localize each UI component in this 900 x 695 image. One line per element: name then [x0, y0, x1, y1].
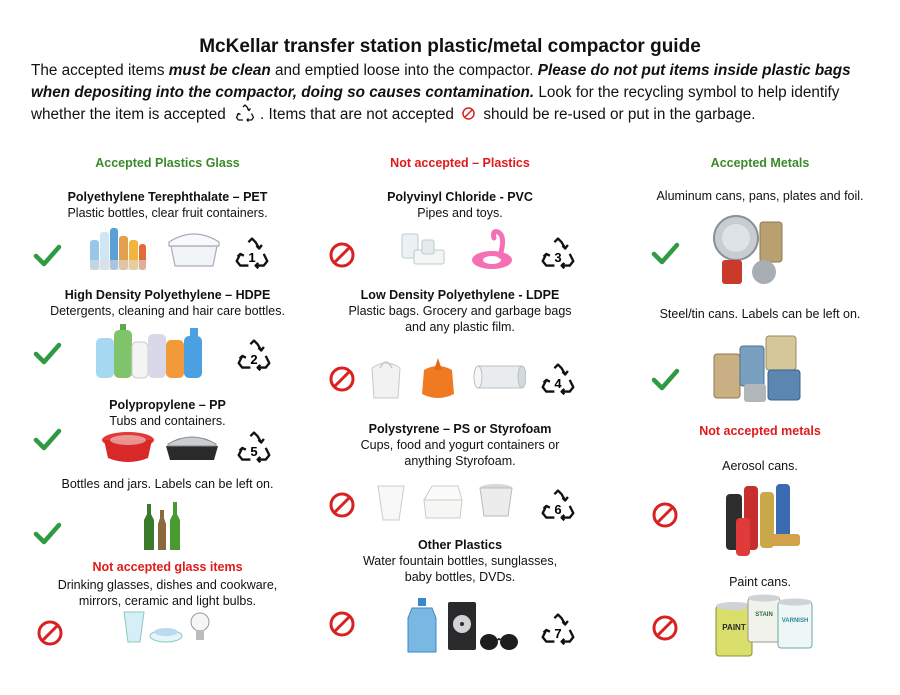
aerosol-cans-image — [720, 478, 806, 560]
glassware-image — [118, 606, 214, 646]
ldpe-title: Low Density Polyethylene - LDPE — [360, 288, 560, 302]
plastic-bag-image — [366, 354, 406, 400]
not-accepted-metals-heading: Not accepted metals — [699, 424, 821, 438]
pp-description: Tubs and containers. — [109, 414, 226, 428]
prohibited-icon — [35, 618, 65, 648]
aluminum-description: Aluminum cans, pans, plates and foil. — [656, 189, 864, 203]
paint-can-label: VARNISH — [781, 618, 809, 624]
paint-description: Paint cans. — [729, 575, 791, 589]
check-icon — [32, 518, 62, 548]
prohibited-icon — [650, 613, 680, 643]
not-accepted-glass-desc-1: Drinking glasses, dishes and cookware, — [57, 578, 278, 592]
check-icon — [650, 238, 680, 268]
sunglasses-image — [478, 628, 520, 654]
foam-cup-image — [374, 482, 408, 522]
check-icon — [32, 338, 62, 368]
black-container-image — [162, 430, 222, 464]
recycling-symbol-icon — [540, 362, 576, 396]
prohibited-icon — [327, 490, 357, 520]
intro-text: The accepted items — [31, 62, 169, 79]
not-accepted-glass-heading: Not accepted glass items — [92, 560, 243, 574]
pet-title: Polyethylene Terephthalate – PET — [67, 190, 268, 204]
prohibited-icon — [461, 106, 476, 121]
paint-cans-image — [712, 592, 818, 660]
paint-can-label: STAIN — [755, 612, 773, 618]
ldpe-description-2: and any plastic film. — [405, 320, 515, 334]
resin-code-label: 2 — [250, 352, 258, 367]
water-jug-image — [404, 596, 440, 656]
recycling-symbol-icon — [234, 104, 256, 122]
pp-title: Polypropylene – PP — [109, 398, 226, 412]
prohibited-icon — [650, 500, 680, 530]
page-title: McKellar transfer station plastic/metal compactor guide — [199, 36, 701, 57]
resin-code-label: 3 — [554, 250, 562, 265]
aluminum-items-image — [708, 212, 788, 288]
resin-code-label: 4 — [554, 376, 562, 391]
glass-bottles-image — [140, 500, 186, 552]
plastic-tub-image — [100, 428, 156, 464]
not-accepted-glass-desc-2: mirrors, ceramic and light bulbs. — [78, 594, 257, 608]
prohibited-icon — [327, 609, 357, 639]
check-icon — [32, 424, 62, 454]
recycling-symbol-icon — [540, 488, 576, 522]
detergent-bottles-image — [94, 324, 206, 380]
plastic-film-roll-image — [472, 358, 526, 394]
clear-container-image — [165, 228, 223, 270]
foam-container-image — [418, 480, 468, 524]
pvc-title: Polyvinyl Chloride - PVC — [387, 190, 533, 204]
yogurt-cup-image — [476, 482, 516, 520]
intro-paragraph — [31, 60, 876, 126]
pvc-pipes-image — [398, 228, 448, 272]
other-plastics-description-1: Water fountain bottles, sunglasses, — [362, 554, 558, 568]
resin-code-label: 1 — [248, 250, 256, 265]
glass-description: Bottles and jars. Labels can be left on. — [61, 477, 274, 491]
intro-warning: Please do not put items inside plastic bags when depositing into the compactor, doing so causes contamination. — [31, 62, 851, 101]
ps-title: Polystyrene – PS or Styrofoam — [368, 422, 552, 436]
intro-text: . Items that are not accepted — [259, 106, 459, 123]
recycling-symbol-icon — [236, 338, 272, 372]
intro-text: Look for the recycling symbol to help identify whether the item is accepted — [31, 84, 840, 123]
ps-description-2: anything Styrofoam. — [404, 454, 516, 468]
resin-code-label: 7 — [554, 626, 562, 641]
accepted-metals-heading: Accepted Metals — [710, 156, 810, 170]
aerosol-description: Aerosol cans. — [722, 459, 798, 473]
recycling-symbol-icon — [540, 612, 576, 646]
not-accepted-plastics-heading: Not accepted – Plastics — [390, 156, 530, 170]
paint-can-label: PAINT — [722, 623, 746, 632]
prohibited-icon — [327, 240, 357, 270]
pvc-description: Pipes and toys. — [417, 206, 503, 220]
ldpe-description-1: Plastic bags. Grocery and garbage bags — [348, 304, 572, 318]
recycling-symbol-icon — [540, 236, 576, 270]
other-plastics-description-2: baby bottles, DVDs. — [404, 570, 516, 584]
steel-description: Steel/tin cans. Labels can be left on. — [659, 307, 861, 321]
garbage-bag-image — [418, 354, 458, 400]
intro-text: should be re-used or put in the garbage. — [479, 106, 756, 123]
other-plastics-title: Other Plastics — [417, 538, 503, 552]
resin-code-label: 5 — [250, 444, 258, 459]
hdpe-title: High Density Polyethylene – HDPE — [64, 288, 271, 302]
intro-emphasis: must be clean — [168, 62, 271, 79]
dvd-case-image — [446, 600, 478, 652]
plastic-bottles-image — [86, 222, 148, 272]
recycling-symbol-icon — [234, 236, 270, 270]
check-icon — [650, 364, 680, 394]
pet-description: Plastic bottles, clear fruit containers. — [67, 206, 268, 220]
intro-text: and emptied loose into the compactor. — [270, 62, 538, 79]
steel-cans-image — [710, 330, 806, 406]
accepted-plastics-heading: Accepted Plastics Glass — [95, 156, 240, 170]
flamingo-float-image — [468, 226, 516, 272]
hdpe-description: Detergents, cleaning and hair care bottles. — [50, 304, 285, 318]
recycling-symbol-icon — [236, 430, 272, 464]
check-icon — [32, 240, 62, 270]
prohibited-icon — [327, 364, 357, 394]
resin-code-label: 6 — [554, 502, 562, 517]
ps-description-1: Cups, food and yogurt containers or — [360, 438, 560, 452]
